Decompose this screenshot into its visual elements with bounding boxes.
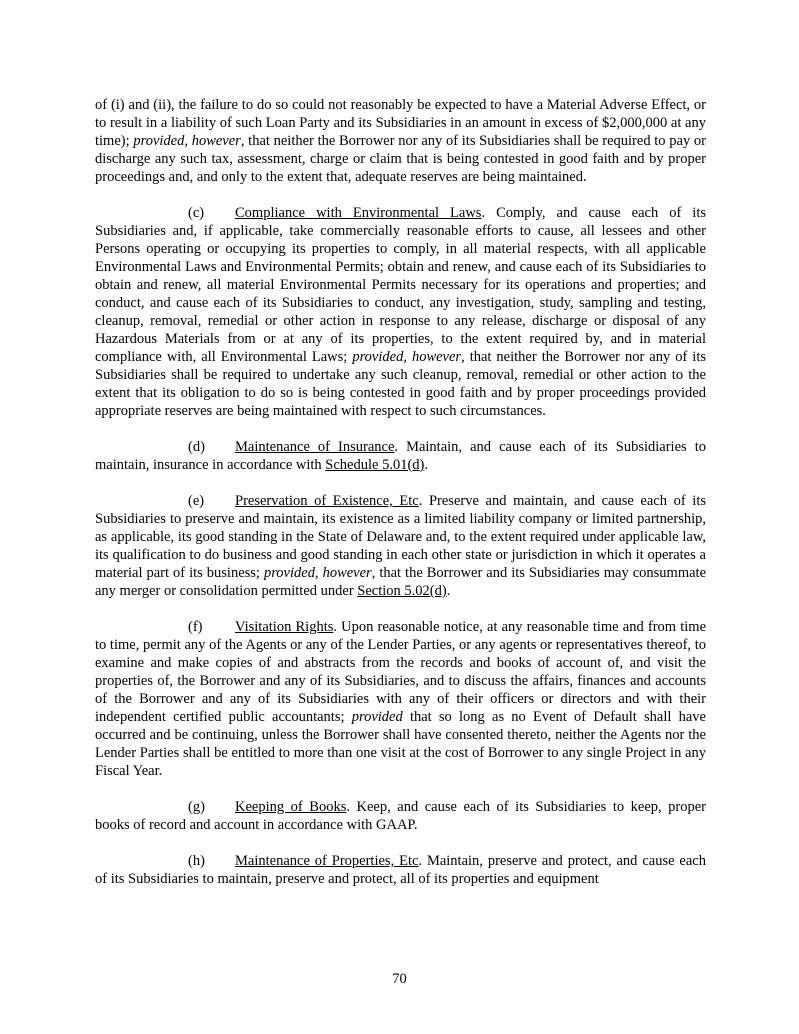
text-run: . <box>424 457 428 473</box>
text-run: . Keep, and cause each of its Subsidiaries to keep, proper books of record and account in accordance with GAAP. <box>95 799 707 833</box>
text-run: , that neither the Borrower nor any of its Subsidiaries shall be required to undertake any such cleanup, removal, remedial or other action to the extent that its obligation to do so is being contested in good faith and by proper proceedings provided appropriate reserves are being maintained with respect to such circumstances. <box>95 349 706 419</box>
section-e-paragraph <box>95 492 706 600</box>
section-label: (e) <box>188 493 205 509</box>
however-italic: however <box>191 133 241 149</box>
section-label: (f) <box>188 619 203 635</box>
section-label: (h) <box>188 853 205 869</box>
page-number: 70 <box>392 971 407 987</box>
section-title: Visitation Rights <box>235 619 334 635</box>
text-run: . Upon reasonable notice, at any reasonable time and from time to time, permit any of the Agents or any of the Lender Parties, or any agents or representatives thereof, to examine and make copies of and abstracts from the records and books of account of, and visit the properties of, the Borrower and any of its Subsidiaries, and to discuss the affairs, finances and accounts of the Borrower and any of its Subsidiaries with any of their officers or directors and with their independent certified public accountants; <box>95 619 707 725</box>
section-title: Compliance with Environmental Laws <box>235 205 482 221</box>
text-run: of (i) and (ii), the failure to do so could not reasonably be expected to have a Material Adverse Effect, or to result in a liability of such Loan Party and its Subsidiaries in an amount in excess of $2,000,000 at any time); <box>95 97 706 149</box>
section-g-paragraph <box>95 798 706 834</box>
text-run: . Maintain, and cause each of its Subsidiaries to maintain, insurance in accordance with <box>95 439 706 473</box>
however-italic: however <box>411 349 462 365</box>
however-italic: however <box>322 565 372 581</box>
section-label: (g) <box>188 799 205 815</box>
text-run: . <box>446 583 451 599</box>
section-d-paragraph <box>95 438 706 474</box>
section-title: Maintenance of Insurance <box>235 439 395 455</box>
provided-italic: provided <box>263 565 315 581</box>
text-run: . Preserve and maintain, and cause each of its Subsidiaries to preserve and maintain, its existence as a limited liability company or limited partnership, as applicable, its good standing in the State of Delaware and, to the extent required under applicable law, its qualification to do business and good standing in each other state or jurisdiction in which it operates a material part of its business; <box>95 493 706 581</box>
section-f-paragraph <box>95 618 706 780</box>
schedule-reference: Schedule 5.01(d) <box>325 457 425 473</box>
text-run: . Maintain, preserve and protect, and cause each of its Subsidiaries to maintain, preserve and protect, all of its properties and equipment <box>95 853 706 887</box>
section-label: (c) <box>188 205 205 221</box>
text-run: , that neither the Borrower nor any of its Subsidiaries shall be required to pay or discharge any such tax, assessment, charge or claim that is being contested in good faith and by proper proceedings and, and only to the extent that, adequate reserves are being maintained. <box>95 133 706 185</box>
section-h-paragraph <box>95 852 706 888</box>
section-label: (d) <box>188 439 205 455</box>
text-run: , that the Borrower and its Subsidiaries may consummate any merger or consolidation permitted under <box>95 565 707 599</box>
page-body <box>95 96 706 906</box>
section-title: Preservation of Existence, Etc <box>235 493 419 509</box>
text-run: , <box>314 565 323 581</box>
section-title: Maintenance of Properties, Etc <box>235 853 419 869</box>
text-run: , <box>403 349 412 365</box>
text-run: that so long as no Event of Default shall have occurred and be continuing, unless the Borrower shall have consented thereto, neither the Agents nor the Lender Parties shall be entitled to more than one visit at the cost of Borrower to any single Project in any Fiscal Year. <box>95 709 706 779</box>
provided-italic: provided <box>351 709 403 725</box>
text-run: . Comply, and cause each of its Subsidiaries and, if applicable, take commercially reasonable efforts to cause, all lessees and other Persons operating or occupying its properties to comply, in all material respects, with all applicable Environmental Laws and Environmental Permits; obtain and renew, and cause each of its Subsidiaries to obtain and renew, all material Environmental Permits necessary for its operations and properties; and conduct, and cause each of its Subsidiaries to conduct, any investigation, study, sampling and testing, cleanup, removal, remedial or other action in response to any release, discharge or disposal of any Hazardous Materials from or at any of its properties, to the extent required by, and in material compliance with, all Environmental Laws; <box>95 205 707 365</box>
text-run: , <box>184 133 192 149</box>
continuation-paragraph <box>95 96 706 186</box>
section-reference: Section 5.02(d) <box>357 583 447 599</box>
provided-italic: provided <box>352 349 404 365</box>
section-c-paragraph <box>95 204 706 420</box>
provided-italic: provided <box>133 133 185 149</box>
section-title: Keeping of Books <box>235 799 347 815</box>
